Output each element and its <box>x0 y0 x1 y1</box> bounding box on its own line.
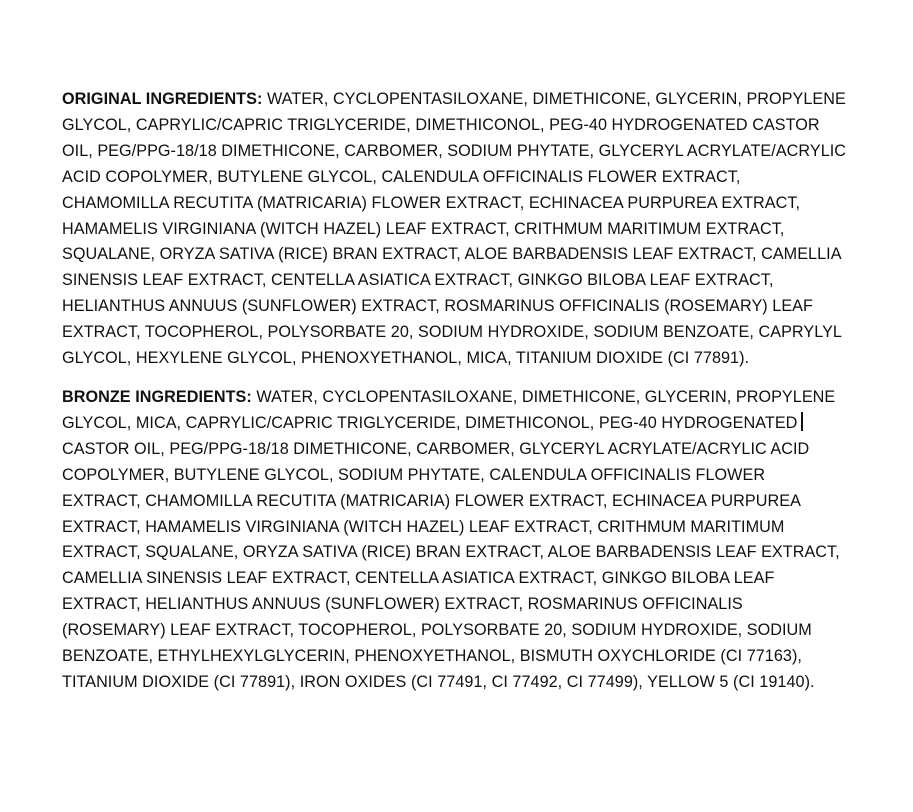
original-ingredients-paragraph <box>62 87 847 372</box>
ingredients-document <box>62 87 847 709</box>
text-cursor <box>801 412 803 431</box>
bronze-ingredients-text-end: CASTOR OIL, PEG/PPG-18/18 DIMETHICONE, CARBOMER, GLYCERYL ACRYLATE/ACRYLIC ACID COPOLYMER, BUTYLENE GLYCOL, SODIUM PHYTATE, CALENDULA OFFICINALIS FLOWER EXTRACT, CHAMOMILLA RECUTITA (MATRICARIA) FLOWER EXTRACT, ECHINACEA PURPUREA EXTRACT, HAMAMELIS VIRGINIANA (WITCH HAZEL) LEAF EXTRACT, CRITHMUM MARITIMUM EXTRACT, SQUALANE, ORYZA SATIVA (RICE) BRAN EXTRACT, ALOE BARBADENSIS LEAF EXTRACT, CAMELLIA SINENSIS LEAF EXTRACT, CENTELLA ASIATICA EXTRACT, GINKGO BILOBA LEAF EXTRACT, HELIANTHUS ANNUUS (SUNFLOWER) EXTRACT, ROSMARINUS OFFICINALIS (ROSEMARY) LEAF EXTRACT, TOCOPHEROL, POLYSORBATE 20, SODIUM HYDROXIDE, SODIUM BENZOATE, ETHYLHEXYLGLYCERIN, PHENOXYETHANOL, BISMUTH OXYCHLORIDE (CI 77163), TITANIUM DIOXIDE (CI 77891), IRON OXIDES (CI 77491, CI 77492, CI 77499), YELLOW 5 (CI 19140). <box>62 439 840 691</box>
bronze-ingredients-label: BRONZE INGREDIENTS: <box>62 387 252 406</box>
bronze-ingredients-text-start: WATER, CYCLOPENTASILOXANE, DIMETHICONE, GLYCERIN, PROPYLENE GLYCOL, MICA, CAPRYLIC/CAPRIC TRIGLYCERIDE, DIMETHICONOL, PEG-40 HYDROGENATED <box>62 387 836 432</box>
original-ingredients-label: ORIGINAL INGREDIENTS: <box>62 90 263 108</box>
original-ingredients-text: WATER, CYCLOPENTASILOXANE, DIMETHICONE, GLYCERIN, PROPYLENE GLYCOL, CAPRYLIC/CAPRIC TRIGLYCERIDE, DIMETHICONOL, PEG-40 HYDROGENATED CASTOR OIL, PEG/PPG-18/18 DIMETHICONE, CARBOMER, SODIUM PHYTATE, GLYCERYL ACRYLATE/ACRYLIC ACID COPOLYMER, BUTYLENE GLYCOL, CALENDULA OFFICINALIS FLOWER EXTRACT, CHAMOMILLA RECUTITA (MATRICARIA) FLOWER EXTRACT, ECHINACEA PURPUREA EXTRACT, HAMAMELIS VIRGINIANA (WITCH HAZEL) LEAF EXTRACT, CRITHMUM MARITIMUM EXTRACT, SQUALANE, ORYZA SATIVA (RICE) BRAN EXTRACT, ALOE BARBADENSIS LEAF EXTRACT, CAMELLIA SINENSIS LEAF EXTRACT, CENTELLA ASIATICA EXTRACT, GINKGO BILOBA LEAF EXTRACT, HELIANTHUS ANNUUS (SUNFLOWER) EXTRACT, ROSMARINUS OFFICINALIS (ROSEMARY) LEAF EXTRACT, TOCOPHEROL, POLYSORBATE 20, SODIUM HYDROXIDE, SODIUM BENZOATE, CAPRYLYL GLYCOL, HEXYLENE GLYCOL, PHENOXYETHANOL, MICA, TITANIUM DIOXIDE (CI 77891). <box>62 90 847 368</box>
bronze-ingredients-paragraph <box>62 385 847 696</box>
